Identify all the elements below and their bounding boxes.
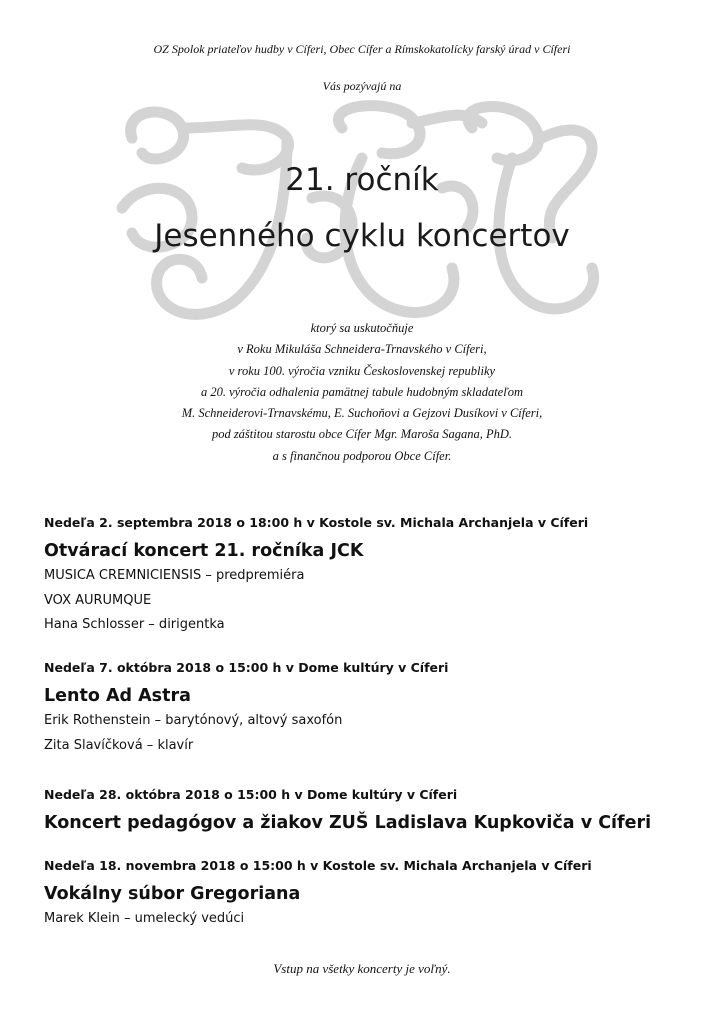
event-date-line: Nedeľa 7. októbra 2018 o 15:00 h v Dome kultúry v Cíferi	[44, 660, 449, 675]
event-performer: Zita Slavíčková – klavír	[44, 737, 194, 753]
event-date-line: Nedeľa 2. septembra 2018 o 18:00 h v Kostole sv. Michala Archanjela v Cíferi	[44, 515, 589, 530]
event-name: Lento Ad Astra	[44, 686, 191, 706]
event-2	[44, 659, 684, 758]
description-line: v roku 100. výročia vzniku Československej republiky	[228, 363, 496, 378]
free-entry-note: Vstup na všetky koncerty je voľný.	[273, 961, 451, 976]
description-line: pod záštitou starostu obce Cífer Mgr. Maroša Sagana, PhD.	[211, 427, 513, 442]
event-performer: Hana Schlosser – dirigentka	[44, 617, 225, 632]
event-performer: Erik Rothenstein – barytónový, altový saxofón	[44, 713, 343, 728]
event-date-line: Nedeľa 18. novembra 2018 o 15:00 h v Kostole sv. Michala Archanjela v Cíferi	[44, 858, 592, 873]
event-performer: MUSICA CREMNICIENSIS – predpremiéra	[44, 568, 305, 583]
description-block	[0, 318, 724, 467]
event-name: Otvárací koncert 21. ročníka JCK	[44, 541, 364, 561]
description-line: ktorý sa uskutočňuje	[310, 321, 414, 335]
event-date-line: Nedeľa 28. októbra 2018 o 15:00 h v Dome kultúry v Cíferi	[44, 787, 458, 802]
title-edition: 21. ročník	[285, 162, 439, 198]
event-1	[44, 514, 684, 638]
event-performer: Marek Klein – umelecký vedúci	[44, 911, 245, 926]
event-3	[44, 786, 684, 836]
event-4	[44, 857, 684, 932]
event-performer: VOX AURUMQUE	[44, 592, 152, 608]
description-line: M. Schneiderovi-Trnavskému, E. Suchoňovi a Gejzovi Dusíkovi v Cíferi,	[181, 406, 543, 421]
title-series: Jesenného cyklu koncertov	[154, 218, 570, 254]
event-name: Koncert pedagógov a žiakov ZUŠ Ladislava Kupkoviča v Cíferi	[44, 813, 652, 833]
organizers-line: OZ Spolok priateľov hudby v Cíferi, Obec Cífer a Rímskokatolícky farský úrad v Cíferi	[153, 42, 571, 56]
description-line: a s finančnou podporou Obce Cífer.	[272, 448, 452, 463]
invite-line: Vás pozývajú na	[322, 79, 402, 93]
description-line: v Roku Mikuláša Schneidera-Trnavského v Cíferi,	[237, 342, 487, 357]
event-name: Vokálny súbor Gregoriana	[44, 884, 301, 904]
description-line: a 20. výročia odhalenia pamätnej tabule hudobným skladateľom	[200, 384, 524, 399]
